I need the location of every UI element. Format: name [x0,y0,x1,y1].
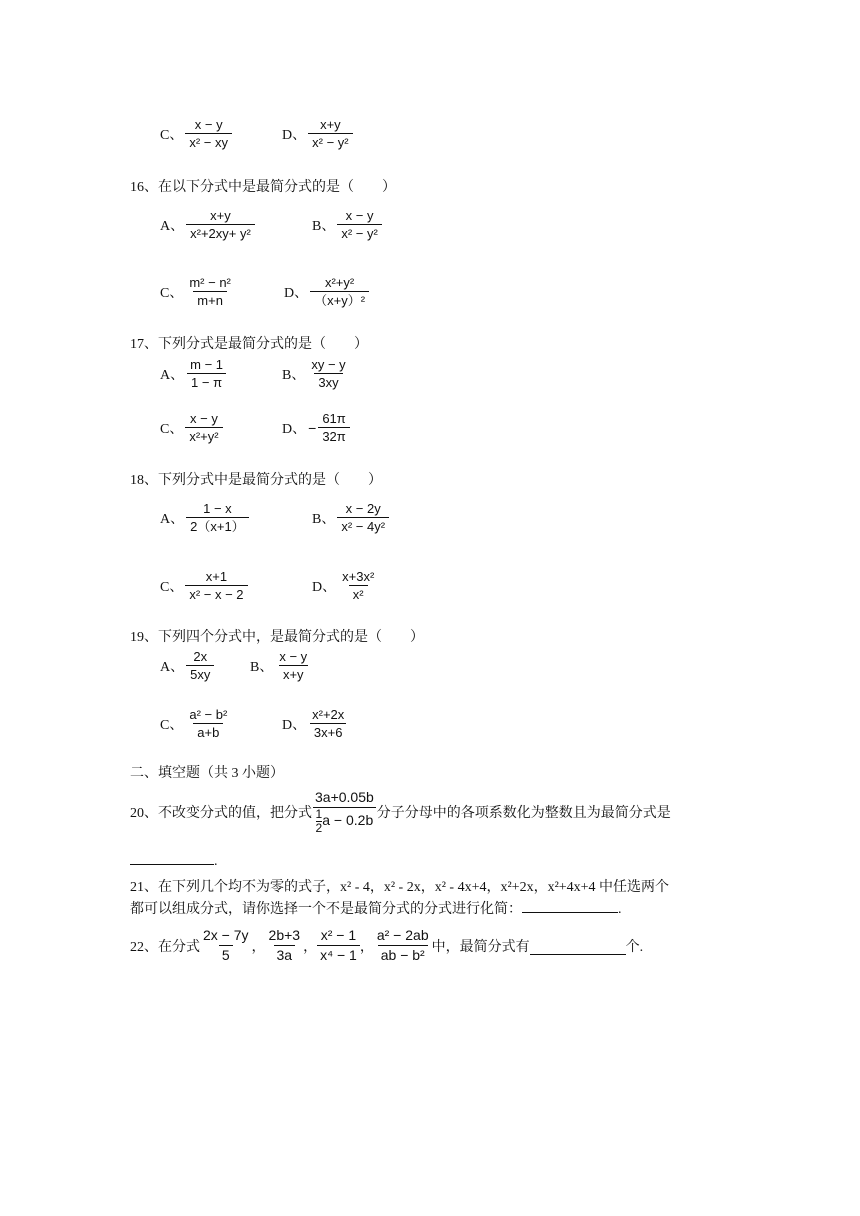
fraction: $\frac{xy - y}{3xy}$ [311,357,346,390]
q20-stem [130,788,671,835]
q20-fraction [312,788,377,835]
q22-fraction-2: $\frac{2b+3}{3a}$ [268,927,301,963]
fraction: $\frac{\text{m² − n²}}{m+n}$ [189,275,231,308]
q15-option-c[interactable] [160,116,232,151]
q18-option-a[interactable] [160,500,249,535]
q19-stem: 19、下列四个分式中，是最简分式的是（ ） [130,630,424,645]
option-label: C、 [160,717,184,733]
option-label: C、 [160,421,184,437]
answer-blank[interactable] [522,898,618,913]
q18-option-d[interactable] [312,568,378,603]
separator: ， [359,939,374,955]
fraction: $\frac{m - 1}{1 - \pi}$ [186,356,227,391]
fraction: $\frac{x - y}{\text{x² − xy}}$ [185,116,232,151]
option-label: C、 [160,127,184,143]
q19-option-d[interactable] [282,706,348,741]
q15-option-d[interactable] [282,116,353,151]
q22-fraction-1: $\frac{2x - 7y}{5}$ [203,927,249,963]
section-heading: 二、填空题（共 3 小题） [130,766,284,781]
q19-option-c[interactable] [160,706,231,741]
q22-pre: 22、在分式 [130,939,200,955]
q17-option-a[interactable] [160,356,227,391]
fraction: $\frac{2x}{5xy}$ [186,648,214,683]
fraction: $\frac{\text{a² − b²}}{a+b}$ [189,707,228,740]
fraction: $\frac{x - y}{\text{x² − y²}}$ [337,207,381,242]
q20-post: 分子分母中的各项系数化为整数且为最简分式是 [376,805,671,821]
q17-option-b[interactable] [282,356,350,391]
fraction: $\frac{\text{x+3x²}}{\text{x²}}$ [342,569,375,602]
answer-blank[interactable] [130,850,214,865]
option-label: D、 [282,421,307,437]
q17-stem: 17、下列分式是最简分式的是（ ） [130,337,368,352]
q16-option-b[interactable] [312,207,382,242]
q22-fraction-3: $\frac{\text{x² − 1}}{\text{x⁴ − 1}}$ [317,926,360,965]
q16-option-a[interactable] [160,207,255,242]
option-label: A、 [160,511,185,527]
option-label: D、 [282,717,307,733]
option-label: B、 [312,511,336,527]
q20-answer-line: . [130,850,218,870]
q17-option-d[interactable] [282,410,350,445]
q18-stem: 18、下列分式中是最简分式的是（ ） [130,473,382,488]
fraction: $\frac{x+y}{\text{x² − y²}}$ [308,116,352,151]
option-label: B、 [282,367,306,383]
fraction: $\frac{61\pi}{32\pi}$ [318,410,349,445]
q22-stem [130,926,643,965]
q19-option-b[interactable] [250,648,311,683]
option-label: B、 [250,659,274,675]
option-label: A、 [160,218,185,234]
q16-option-d[interactable] [284,274,369,309]
q20-pre: 20、不改变分式的值，把分式 [130,805,312,821]
q22-post: 中，最简分式有 [431,939,530,955]
answer-blank[interactable] [530,936,626,955]
option-label: C、 [160,285,184,301]
option-label: A、 [160,659,185,675]
option-label: D、 [284,285,309,301]
fraction: $\frac{x - y}{x+y}$ [279,649,308,682]
q16-option-c[interactable] [160,274,235,309]
fraction: $\frac{x - y}{\text{x²+y²}}$ [185,410,222,445]
separator: ， [251,939,266,955]
option-label: D、 [282,127,307,143]
q18-option-b[interactable] [312,500,389,535]
q21-line2: 都可以组成分式，请你选择一个不是最简分式的分式进行化简： . [130,898,622,918]
q19-option-a[interactable] [160,648,214,683]
fraction: $\frac{\text{x²+y²}}{\text{（x+y）²}}$ [310,274,369,309]
fraction: $\frac{x+1}{\text{x² − x − 2}}$ [185,568,247,603]
option-label: A、 [160,367,185,383]
half-fraction: $\frac{1}{2}$ [315,807,323,835]
fraction: $\frac{x - 2y}{\text{x² − 4y²}}$ [337,500,389,535]
fraction: $\frac{1 - x}{2(x+1)}$ [186,500,249,535]
option-label: D、 [312,579,337,595]
option-label: B、 [312,218,336,234]
q20-denominator: $\frac{1}{2}$ a − 0.2b [313,807,377,835]
option-label: C、 [160,579,184,595]
q16-stem: 16、在以下分式中是最简分式的是（ ） [130,180,396,195]
fraction: $\frac{x+y}{\text{x²+2xy+ y²}}$ [186,207,255,242]
q22-end: 个. [625,939,644,955]
separator: ， [303,939,318,955]
fraction: $\frac{\text{x²+2x}}{3x+6}$ [308,706,348,741]
q20-numerator: 3a+0.05b [315,789,374,805]
minus-sign: − [308,419,317,436]
q22-fraction-4: $\frac{\text{a² − 2ab}}{\text{ab − b²}}$ [376,927,429,963]
q17-option-c[interactable] [160,410,223,445]
q21-line1: 21、在下列几个均不为零的式子，x² - 4，x² - 2x，x² - 4x+4，x²+2x，x²+4x+4 中任选两个 [130,880,670,895]
q18-option-c[interactable] [160,568,248,603]
